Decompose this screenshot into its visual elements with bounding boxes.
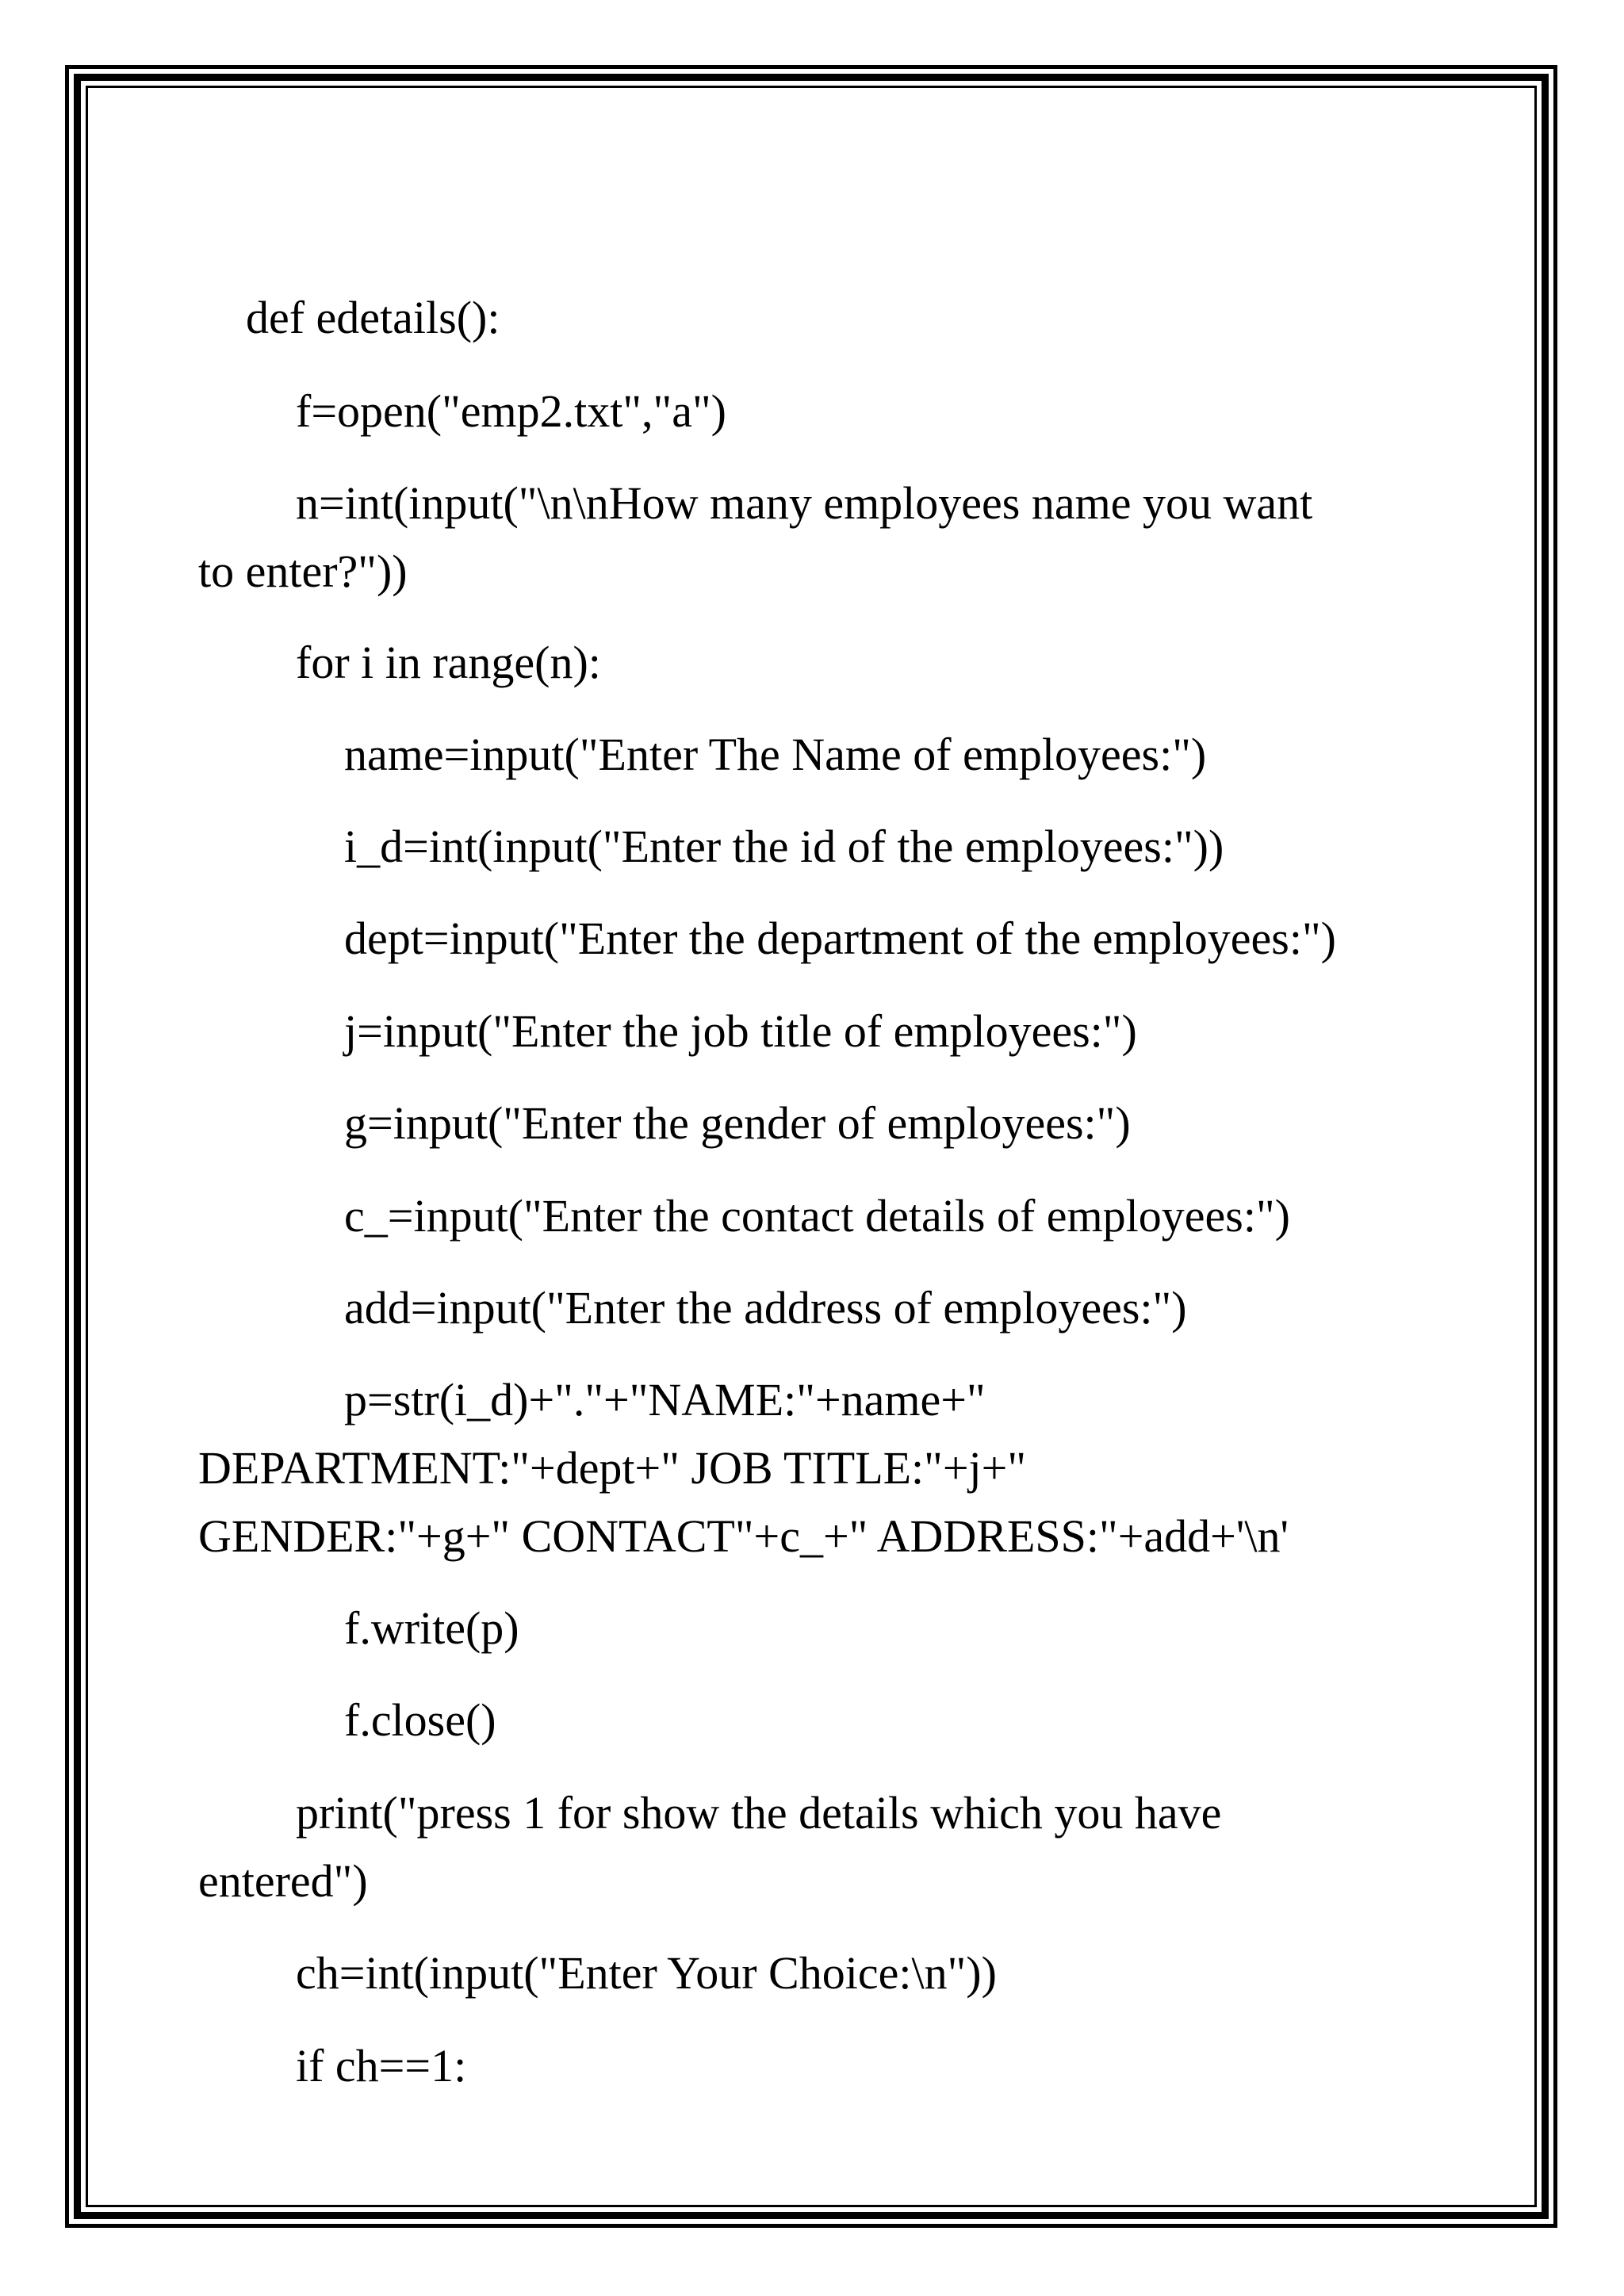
code-line: g=input("Enter the gender of employees:") (344, 1097, 1131, 1149)
code-line: f.close() (344, 1694, 496, 1746)
code-line: to enter?")) (198, 545, 408, 597)
code-line: GENDER:"+g+" CONTACT"+c_+" ADDRESS:"+add+'\n' (198, 1510, 1289, 1562)
code-line: DEPARTMENT:"+dept+" JOB TITLE:"+j+" (198, 1442, 1027, 1494)
code-line: name=input("Enter The Name of employees:") (344, 729, 1207, 780)
code-line: p=str(i_d)+"."+"NAME:"+name+" (344, 1374, 986, 1425)
code-line: entered") (198, 1855, 368, 1907)
code-line: f=open("emp2.txt","a") (296, 385, 726, 437)
code-line: if ch==1: (296, 2040, 467, 2091)
code-line: print("press 1 for show the details which you have (296, 1787, 1222, 1839)
code-line: def edetails(): (246, 292, 500, 343)
code-line: n=int(input("\n\nHow many employees name you want (296, 477, 1313, 529)
code-line: add=input("Enter the address of employees:") (344, 1282, 1187, 1334)
code-line: dept=input("Enter the department of the employees:") (344, 913, 1336, 964)
code-line: i_d=int(input("Enter the id of the employees:")) (344, 821, 1224, 872)
code-line: f.write(p) (344, 1602, 519, 1654)
code-line: c_=input("Enter the contact details of employees:") (344, 1190, 1290, 1242)
code-line: j=input("Enter the job title of employees:") (344, 1005, 1137, 1057)
code-line: for i in range(n): (296, 637, 601, 688)
code-line: ch=int(input("Enter Your Choice:\n")) (296, 1947, 997, 1999)
